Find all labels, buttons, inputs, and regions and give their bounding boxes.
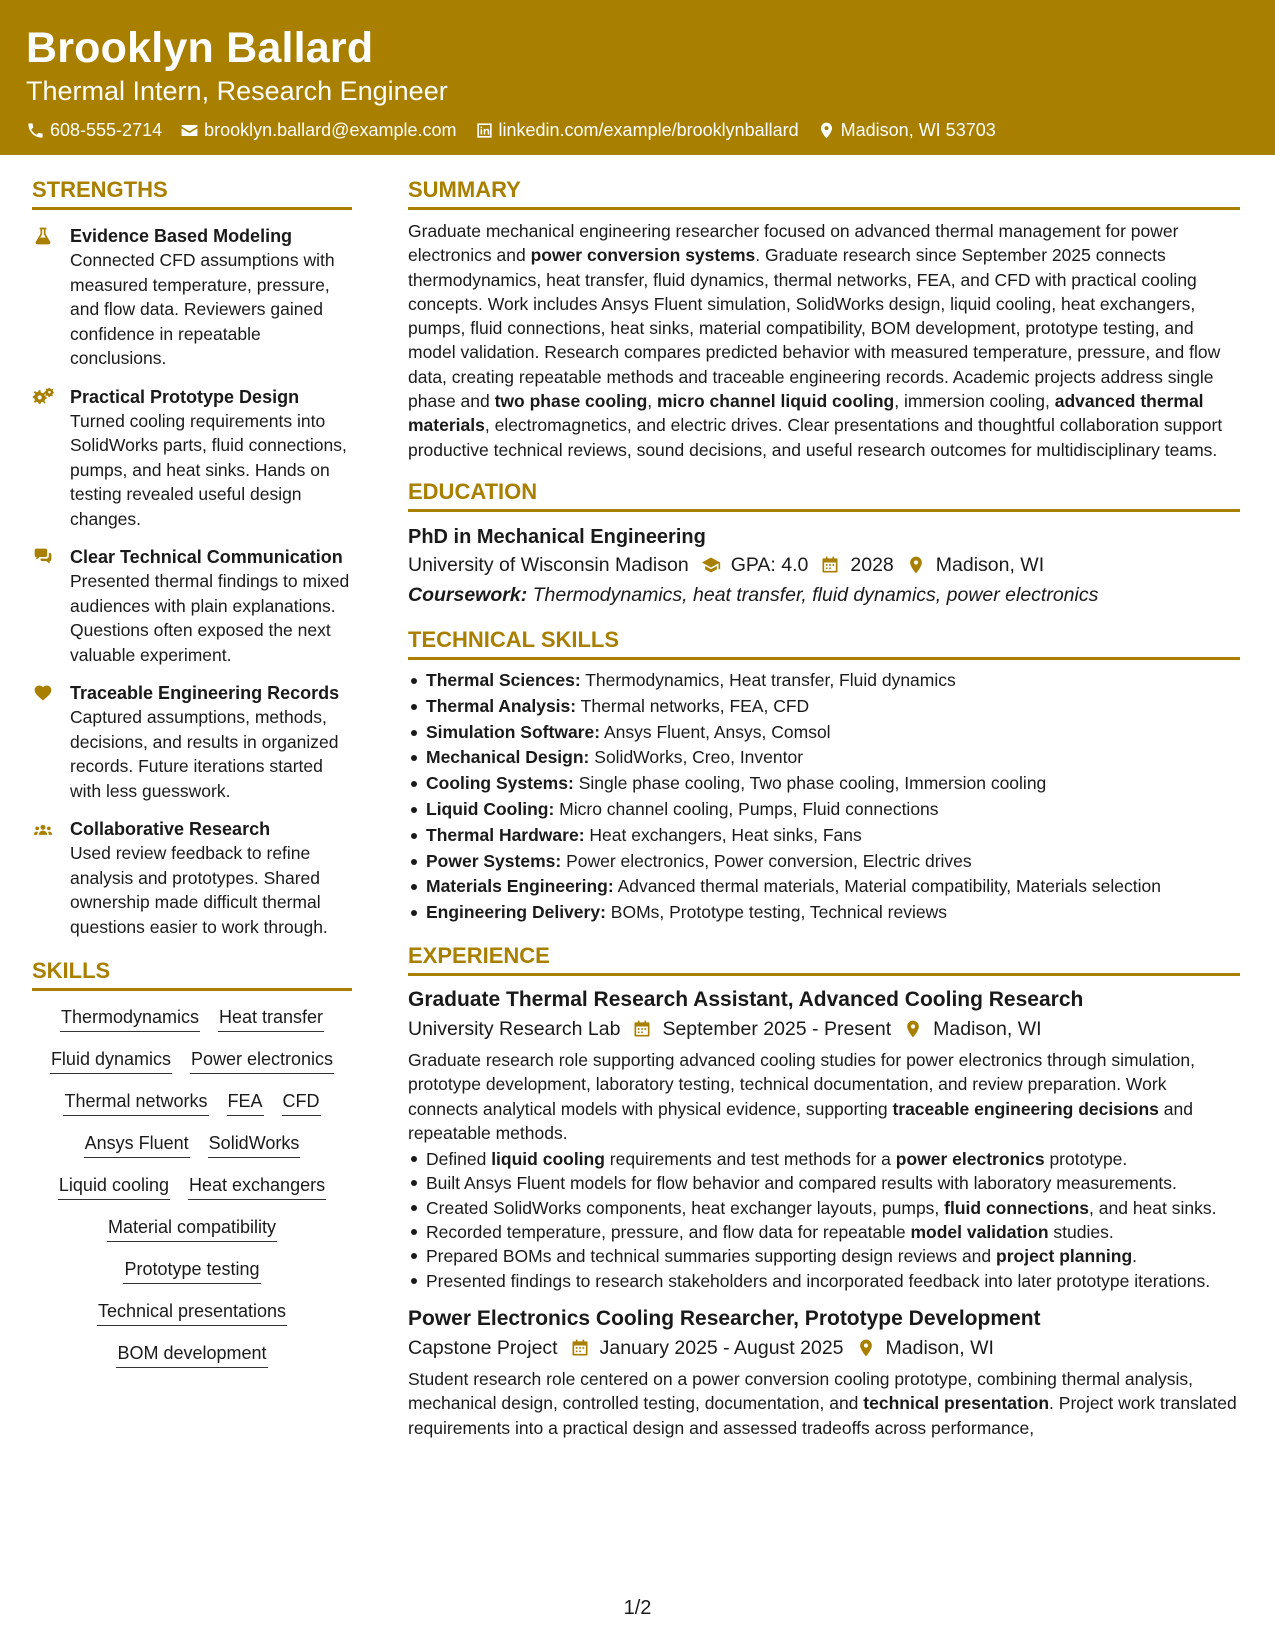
map-pin-icon — [817, 121, 836, 140]
page-number: 1/2 — [623, 1597, 652, 1619]
job-bullet — [408, 1196, 1240, 1220]
bold-phrase: micro channel liquid cooling — [657, 391, 895, 412]
text-run: Student research role centered on a power conversion cooling prototype, combining thermal analysis, mechanical design, controlled testing, documentation, and — [408, 1368, 1194, 1414]
education-heading: EDUCATION — [408, 478, 1240, 512]
skill-category: Materials Engineering: — [426, 876, 614, 897]
strengths-list — [32, 224, 352, 939]
degree-title: PhD in Mechanical Engineering — [408, 525, 706, 548]
summary-heading: SUMMARY — [408, 176, 1240, 210]
job-description — [408, 1048, 1240, 1145]
contact-phone[interactable] — [26, 119, 162, 141]
calendar-icon — [632, 1019, 652, 1039]
strength-desc: Used review feedback to refine analysis and prototypes. Shared ownership made difficult thermal questions easier to work through. — [70, 843, 328, 937]
gears-icon — [32, 387, 54, 407]
coursework — [408, 580, 1240, 610]
technical-skill-item — [408, 797, 1240, 823]
job-location: Madison, WI — [885, 1336, 994, 1359]
technical-skills-heading: TECHNICAL SKILLS — [408, 626, 1240, 660]
strength-item — [32, 817, 352, 939]
skill-category: Power Systems: — [426, 850, 562, 871]
strength-item — [32, 545, 352, 667]
strength-item — [32, 385, 352, 532]
text-run: prototype. — [1044, 1149, 1128, 1170]
envelope-icon — [180, 121, 199, 140]
strengths-heading: STRENGTHS — [32, 176, 352, 210]
text-run: . — [1132, 1246, 1138, 1267]
strength-desc: Connected CFD assumptions with measured temperature, pressure, and flow data. Reviewers gained confidence in repeatable conclusions. — [70, 250, 335, 368]
bold-phrase: fluid connections — [944, 1197, 1090, 1218]
heart-icon — [32, 683, 54, 703]
gpa-text: GPA: 4.0 — [730, 553, 809, 576]
skill-tag: Power electronics — [190, 1047, 334, 1074]
coursework-label: Coursework: — [408, 583, 528, 606]
text-run: . Graduate research since September 2025 connects thermodynamics, heat transfer, fluid dynamics, thermal networks, FEA, and CFD with practical cooling concepts. Work includes Ansys Fluent simulation, SolidWorks design, liquid cooling, heat exchangers, pumps, fluid connections, heat sinks, material compatibility, BOM development, prototype testing, and model validation. Research compares predicted behavior with measured temperature, pressure, and flow data, creating repeatable methods and traceable engineering records. Academic projects address single phase and — [408, 245, 1221, 412]
text-run: Recorded temperature, pressure, and flow data for repeatable — [426, 1222, 911, 1243]
skill-category: Simulation Software: — [426, 721, 601, 742]
experience-heading: EXPERIENCE — [408, 942, 1240, 976]
contact-email[interactable] — [180, 119, 456, 141]
skill-tag: Liquid cooling — [58, 1173, 170, 1200]
job-bullet — [408, 1269, 1240, 1293]
strength-title: Practical Prototype Design — [70, 386, 300, 407]
education-meta — [408, 550, 1240, 580]
strength-title: Evidence Based Modeling — [70, 226, 293, 246]
map-pin-icon — [903, 1019, 923, 1039]
strength-desc: Turned cooling requirements into SolidWorks parts, fluid connections, pumps, and heat sinks. Hands on testing revealed useful design changes. — [70, 410, 347, 529]
users-icon — [32, 819, 54, 839]
skill-values: Single phase cooling, Two phase cooling, Immersion cooling — [578, 773, 1047, 794]
skill-tag-row — [32, 1089, 352, 1116]
text-run: Created SolidWorks components, heat exchanger layouts, pumps, — [426, 1197, 945, 1218]
skill-category: Engineering Delivery: — [426, 902, 606, 923]
job-org: Capstone Project — [408, 1336, 558, 1359]
job-bullet — [408, 1244, 1240, 1268]
skill-tag: Thermal networks — [63, 1089, 208, 1116]
skill-category: Thermal Analysis: — [426, 695, 577, 716]
strength-desc: Presented thermal findings to mixed audiences with plain explanations. Questions often exposed the next valuable experiment. — [70, 571, 350, 665]
contact-location — [817, 119, 996, 141]
strength-title: Traceable Engineering Records — [70, 683, 340, 703]
school-name: University of Wisconsin Madison — [408, 553, 689, 576]
job-bullet — [408, 1220, 1240, 1244]
skill-values: Ansys Fluent, Ansys, Comsol — [603, 721, 831, 742]
technical-skill-item — [408, 694, 1240, 720]
skill-category: Thermal Hardware: — [426, 824, 585, 845]
technical-skill-item — [408, 720, 1240, 746]
skill-tag: Prototype testing — [123, 1257, 260, 1284]
bold-phrase: power electronics — [895, 1149, 1045, 1170]
job-title: Power Electronics Cooling Researcher, Prototype Development — [408, 1306, 1041, 1330]
comments-icon — [32, 547, 54, 567]
job-dates: January 2025 - August 2025 — [599, 1336, 844, 1359]
job-bullet — [408, 1147, 1240, 1171]
strength-title: Clear Technical Communication — [70, 547, 343, 567]
contact-linkedin[interactable] — [475, 119, 799, 141]
skill-values: Thermodynamics, Heat transfer, Fluid dynamics — [585, 669, 956, 690]
flask-icon — [32, 226, 54, 246]
text-run: . Project work translated requirements into a practical design and assessed tradeoffs across performance, — [408, 1393, 1237, 1438]
text-run: Graduate research role supporting advanced cooling studies for power electronics through simulation, prototype development, laboratory testing, technical documentation, and review preparation. Work connects analytical models with physical evidence, supporting — [408, 1049, 1195, 1119]
experience-entry — [408, 1305, 1240, 1440]
strength-title: Collaborative Research — [70, 819, 271, 839]
job-meta — [408, 1333, 1240, 1363]
skill-tag-row — [32, 1047, 352, 1074]
skill-tag-row — [32, 1131, 352, 1158]
technical-skill-item — [408, 849, 1240, 875]
technical-skill-item — [408, 900, 1240, 926]
linkedin-text: linkedin.com/example/brooklynballard — [498, 120, 799, 140]
skill-category: Cooling Systems: — [426, 773, 574, 794]
technical-skill-item — [408, 823, 1240, 849]
bold-phrase: technical presentation — [863, 1393, 1050, 1414]
text-run: Built Ansys Fluent models for flow behavior and compared results with laboratory measurements. — [426, 1173, 1177, 1194]
skill-tag: Ansys Fluent — [84, 1131, 190, 1158]
technical-skills-list — [408, 668, 1240, 926]
job-bullet — [408, 1171, 1240, 1195]
text-run: Prepared BOMs and technical summaries supporting design reviews and — [426, 1246, 997, 1267]
text-run: and repeatable methods. — [408, 1098, 1193, 1143]
skill-values: Advanced thermal materials, Material compatibility, Materials selection — [617, 876, 1161, 897]
email-text: brooklyn.ballard@example.com — [204, 120, 457, 140]
job-meta — [408, 1014, 1240, 1044]
skill-tag: CFD — [282, 1089, 321, 1116]
right-column — [408, 176, 1240, 1440]
job-location: Madison, WI — [933, 1017, 1042, 1040]
text-run: Presented findings to research stakeholders and incorporated feedback into later prototype iterations. — [426, 1270, 1211, 1291]
skill-values: Micro channel cooling, Pumps, Fluid connections — [559, 798, 939, 819]
skill-values: Thermal networks, FEA, CFD — [580, 695, 810, 716]
skills-section — [32, 957, 352, 1368]
skill-tags — [32, 1005, 352, 1368]
skill-tag: Fluid dynamics — [50, 1047, 172, 1074]
bold-phrase: liquid cooling — [491, 1149, 605, 1170]
header-banner — [0, 0, 1275, 155]
skill-tag-row — [32, 1257, 352, 1284]
skill-category: Thermal Sciences: — [426, 669, 581, 690]
skill-tag: Material compatibility — [107, 1215, 277, 1242]
summary-text — [408, 219, 1240, 462]
job-bullets — [408, 1147, 1240, 1293]
candidate-name: Brooklyn Ballard — [26, 24, 374, 72]
strength-item — [32, 224, 352, 371]
text-run: Defined — [426, 1149, 492, 1170]
bold-phrase: two phase cooling — [494, 391, 648, 412]
experience-entry — [408, 986, 1240, 1293]
skill-values: Heat exchangers, Heat sinks, Fans — [589, 824, 862, 845]
calendar-icon — [820, 555, 840, 575]
bold-phrase: power conversion systems — [530, 245, 756, 266]
technical-skill-item — [408, 668, 1240, 694]
job-dates: September 2025 - Present — [662, 1017, 892, 1040]
strength-desc: Captured assumptions, methods, decisions, and results in organized records. Future iterations started with less guesswork. — [70, 707, 339, 801]
skill-tag: SolidWorks — [208, 1131, 301, 1158]
skill-tag: Thermodynamics — [60, 1005, 200, 1032]
graduation-cap-icon — [701, 555, 721, 575]
technical-skill-item — [408, 745, 1240, 771]
skill-values: BOMs, Prototype testing, Technical reviews — [610, 902, 948, 923]
coursework-text: Thermodynamics, heat transfer, fluid dynamics, power electronics — [532, 583, 1099, 606]
strength-item — [32, 681, 352, 803]
experience-list — [408, 986, 1240, 1440]
text-run: Graduate mechanical engineering researcher focused on advanced thermal management for power electronics and — [408, 221, 1179, 266]
skill-category: Mechanical Design: — [426, 747, 590, 768]
map-pin-icon — [906, 555, 926, 575]
linkedin-icon — [475, 121, 494, 140]
text-run: requirements and test methods for a — [604, 1149, 896, 1170]
bold-phrase: traceable engineering decisions — [892, 1098, 1159, 1119]
skill-tag-row — [32, 1215, 352, 1242]
graduation-year: 2028 — [850, 553, 894, 576]
left-column — [32, 176, 352, 1383]
calendar-icon — [570, 1338, 590, 1358]
bold-phrase: project planning — [996, 1246, 1133, 1267]
location-text: Madison, WI 53703 — [840, 120, 996, 140]
technical-skill-item — [408, 771, 1240, 797]
map-pin-icon — [856, 1338, 876, 1358]
skill-tag-row — [32, 1299, 352, 1326]
job-title: Graduate Thermal Research Assistant, Advanced Cooling Research — [408, 987, 1084, 1011]
skill-tag: Technical presentations — [97, 1299, 287, 1326]
job-description — [408, 1367, 1240, 1440]
technical-skill-item — [408, 874, 1240, 900]
bold-phrase: model validation — [910, 1222, 1049, 1243]
skill-category: Liquid Cooling: — [426, 798, 555, 819]
phone-icon — [26, 121, 45, 140]
bold-phrase: advanced thermal materials — [408, 391, 1204, 436]
skill-tag: FEA — [227, 1089, 264, 1116]
skill-values: Power electronics, Power conversion, Electric drives — [566, 850, 972, 871]
skills-heading: SKILLS — [32, 957, 352, 991]
text-run: , electromagnetics, and electric drives. Clear presentations and thoughtful collaboration support productive technical reviews, sound decisions, and useful research outcomes for multidisciplinary teams. — [408, 415, 1223, 460]
skill-tag: Heat exchangers — [188, 1173, 326, 1200]
phone-text: 608-555-2714 — [50, 120, 163, 140]
text-run: , — [647, 391, 657, 412]
contact-bar — [26, 119, 1275, 141]
job-org: University Research Lab — [408, 1017, 621, 1040]
text-run: , and heat sinks. — [1089, 1197, 1217, 1218]
candidate-title: Thermal Intern, Research Engineer — [26, 76, 448, 106]
text-run: studies. — [1048, 1222, 1114, 1243]
skill-tag-row — [32, 1173, 352, 1200]
skill-values: SolidWorks, Creo, Inventor — [594, 747, 804, 768]
skill-tag: BOM development — [116, 1341, 267, 1368]
skill-tag-row — [32, 1005, 352, 1032]
education-location: Madison, WI — [935, 553, 1045, 576]
text-run: , immersion cooling, — [894, 391, 1055, 412]
skill-tag-row — [32, 1341, 352, 1368]
skill-tag: Heat transfer — [218, 1005, 324, 1032]
